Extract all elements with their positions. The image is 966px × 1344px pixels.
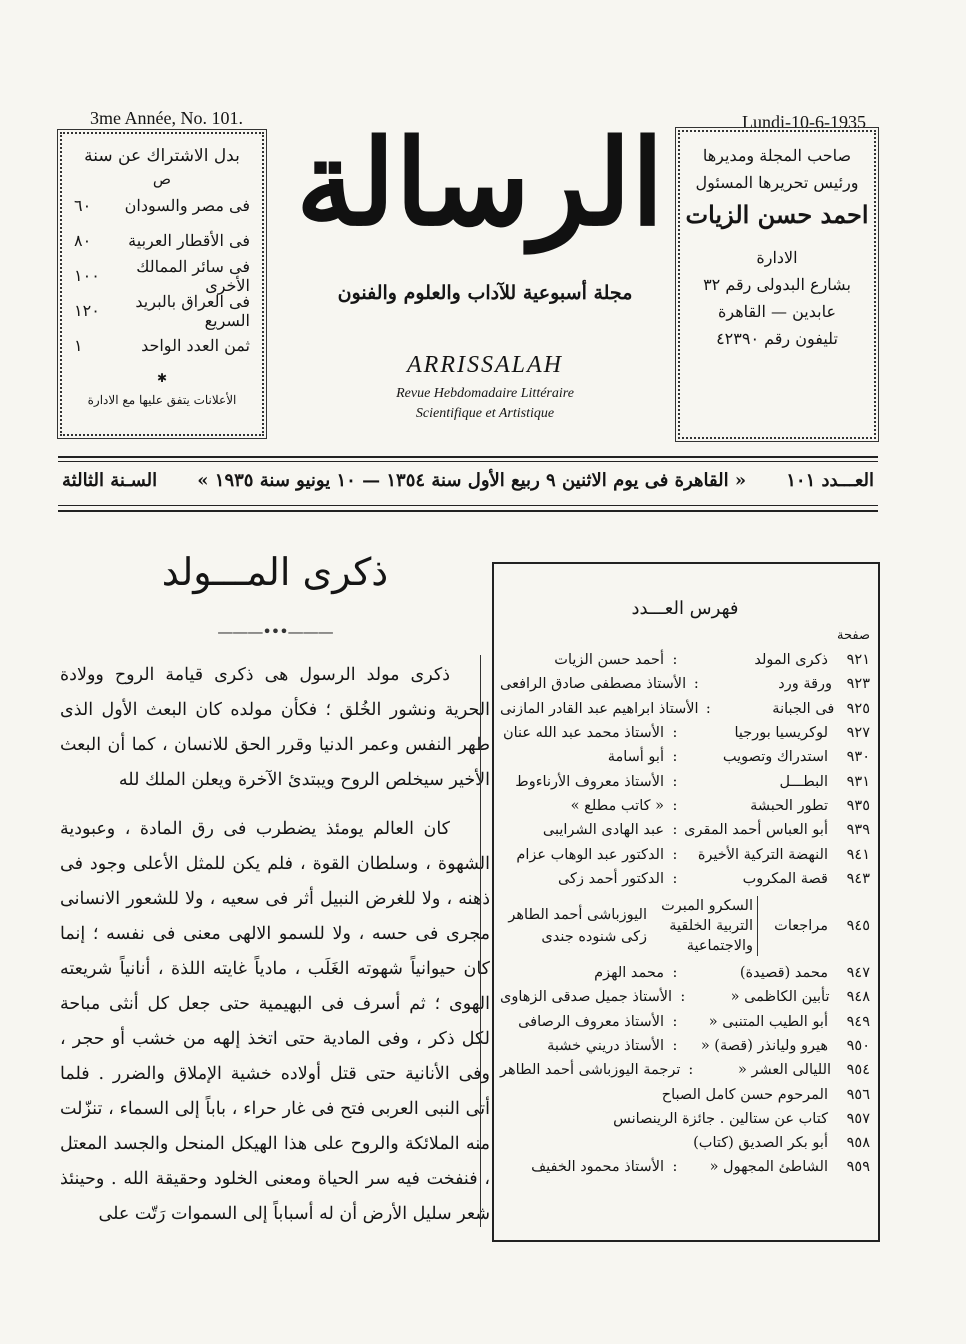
entry-title: استدراك وتصويب [722,749,828,766]
entry-title: أبو بكر الصديق (كتاب) [693,1135,828,1152]
star-ornament-icon: ✱ [156,371,168,385]
entry-page: ٩٤٨ [846,989,870,1006]
phone-line: تليفون رقم ٤٢٣٩٠ [716,329,838,348]
entry-title: تطور الحبشة [750,797,828,814]
contents-list [500,648,870,1180]
entry-author: الأستاذ محمد عبد الله عنان [502,725,664,742]
entry-title: الليالى العشر « [738,1062,832,1079]
contents-entry [500,867,870,891]
review-subject: التربية الخلقية والاجتماعية [669,917,753,954]
contents-entry [500,1082,870,1106]
entry-page: ٩٣٥ [846,797,870,814]
entry-colon: : [672,725,678,742]
contents-entry [500,961,870,985]
subscription-price: ٨٠ [74,231,92,250]
date-band [62,470,874,491]
entry-colon: : [672,965,678,982]
entry-colon: : [672,773,678,790]
district-line: عابدين — القاهرة [717,302,836,321]
contents-title: فهرس العـــدد [631,598,739,619]
ads-note: الأعلانات يتفق عليها مع الادارة [87,393,237,407]
entry-author: الأستاذ جميل صدقى الزهاوى [500,989,673,1006]
review-subjects [653,896,758,956]
subscription-row [62,293,262,328]
entry-page: ٩٥٨ [846,1135,870,1152]
entry-author: الدكتور أحمد زكى [557,870,664,887]
masthead-logo-text: الرسالة [296,113,664,252]
entry-title: أبو الطيب المتنبى « [708,1013,828,1030]
subscription-price: ١ [74,336,83,355]
contents-review-entry [500,891,870,961]
entry-author: الأستاذ معروف الرصافى [518,1013,664,1030]
entry-title: كتاب عن ستالين . جائزة الرينصانس [613,1110,828,1127]
publisher-line: ورئيس تحريرها المسئول [695,173,859,192]
review-author: زكى شنوده جندى [541,928,647,945]
entry-page: ٩٤٩ [846,1013,870,1030]
entry-colon: : [672,1159,678,1176]
contents-entry [500,985,870,1009]
entry-colon: : [672,846,678,863]
band-top-rule-thin [58,461,878,462]
entry-page: ٩٥٠ [846,1038,870,1054]
dateline: « القاهرة فى يوم الاثنين ٩ ربيع الأول سنة ١٣٥٤ — ١٠ يونيو سنة ١٩٣٥ » [197,470,747,491]
address-line: بشارع البدولى رقم ٣٢ [703,275,851,294]
entry-page: ٩٤٣ [846,870,870,887]
entry-page: ٩٢٣ [846,676,870,693]
entry-title: الشاطئ المجهول « [709,1159,828,1176]
entry-author: أبو أسامة [607,749,664,766]
issue-number-fr: 3me Année, No. 101. [90,108,243,128]
entry-colon: : [672,749,678,766]
entry-title: ذكرى المولد [754,652,828,669]
article-paragraph: ذكرى مولد الرسول هى ذكرى قيامة الروح وولادة الحرية ونشور الخُلق ؛ فكأن مولده كان البعث الأول الذى طهر النفس وعمر الدنيا وقرر الحق للانسان ، كما أن البعث الأخير سيخلص الروح ويبتدئ الآخرة ويعلن الملك لله [60,665,490,790]
entry-author: الأستاذ ابراهيم عبد القادر المازنى [499,700,699,717]
entry-author: الأستاذ دريني خشبة [547,1038,664,1054]
entry-author: محمد الهزم [594,965,664,982]
article-title: ذكرى المـــولد [161,550,389,594]
entry-title: مراجعات [774,917,828,934]
masthead-latin-name: ARRISSALAH [407,352,563,378]
masthead-latin-subtitle [340,384,630,424]
subscription-label: فى مصر والسودان [124,196,250,215]
contents-entry [500,1034,870,1058]
contents-entry [500,697,870,721]
entry-page: ٩٢١ [846,652,870,669]
entry-page: ٩٥٤ [846,1062,870,1079]
entry-title: هيرو وليانذر (قصة) « [700,1038,828,1054]
entry-colon: : [693,676,699,693]
subscription-label: فى سائر الممالك الأخرى [136,256,250,295]
entry-title: المرحوم حسن كامل الصباح [661,1086,828,1103]
review-author: اليوزباشى أحمد الطاهر [508,906,647,923]
band-bottom-rule-thin [58,505,878,506]
editor-name: احمد حسن الزيات [685,200,869,229]
contents-entry [500,1058,870,1082]
publisher-line: صاحب المجلة ومديرها [702,146,852,165]
masthead-subtitle: مجلة أسبوعية للآداب والعلوم والفنون [337,282,633,304]
entry-title: قصة المكروب [742,870,828,887]
contents-entry [500,769,870,793]
masthead-logo [290,112,670,272]
entry-author: الأستاذ مصطفى صادق الرافعى [500,676,687,693]
entry-page: ٩٥٧ [846,1110,870,1127]
entry-colon: : [672,822,678,839]
entry-title: تأبين الكاظمى « [730,989,830,1006]
subscription-price: ١٠٠ [74,266,100,285]
entry-author: عبد الهادى الشرايبى [542,822,664,839]
column-rule [480,655,481,1227]
entry-author: الأستاذ معروف الأرناءوط [515,773,664,790]
subscription-label: فى الأقطار العربية [128,231,250,250]
publisher-box [678,130,876,439]
entry-title: محمد (قصيدة) [739,965,828,982]
contents-entry [500,721,870,745]
entry-page: ٩٥٩ [846,1159,870,1176]
subscription-row [62,258,262,293]
article-paragraph: كان العالم يومئذ يضطرب فى رق المادة ، وعبودية الشهوة ، وسلطان القوة ، فلم يكن للمثل الأعلى وجود فى ذهنه ، ولا للغرض النبيل أثر فى سعيه ، ولا للشعور الانسانى مجرى فى حسه ، ولا للسمو الالهى معنى فى نفسه ؛ إنما كان حيوانياً شهوته الغَلَب ، مادياً غايته اللذة ، أنانياً شريعته الهوى ؛ ثم أسرف فى البهيمية حتى جعل كل أنثى مباحة لكل ذكر ، وفى المادية حتى اتخذ إلهه من خشب أو حجر ، وفى الأنانية حتى قتل أولاده خشية الإملاق والضرر . فلما أتى النبى العربى فتح فى غار حراء ، باباً إلى السماء ، تنزّلت منه الملائكة والروح على هذا الهيكل المنحل والجسد المعتل ، فنفخت فيه سر الحياة ومعنى الخلود وحقيقة الله . وحينئذ شعر سليل الأرض أن له أسباباً إلى السموات رَتّت على [60,819,490,1224]
entry-title: لوكريسيا بورجيا [734,725,828,742]
entry-page: ٩٤٧ [846,965,870,982]
entry-page: ٩٤٥ [846,917,870,934]
subscription-row [62,188,262,223]
currency-label: ص [152,170,172,188]
entry-page: ٩٣٠ [846,749,870,766]
entry-page: ٩٢٧ [846,725,870,742]
contents-entry [500,672,870,696]
entry-colon: : [672,870,678,887]
subscription-price: ١٢٠ [74,301,100,320]
entry-page: ٩٥٦ [846,1086,870,1103]
entry-colon: : [680,989,686,1006]
entry-title: فى الجبانة [772,700,835,717]
latin-subtitle-line: Revue Hebdomadaire Littéraire [396,386,574,401]
contents-entry [500,794,870,818]
subscription-label: فى العراق بالبريد السريع [135,291,250,330]
admin-label: الادارة [756,248,798,267]
entry-colon: : [672,797,678,814]
review-subject: السكرو المبرت [661,897,753,914]
subscription-row [62,328,262,363]
entry-title: أبو العباس أحمد المقرى [684,822,828,839]
entry-author: أحمد حسن الزيات [554,652,664,669]
contents-entry [500,842,870,866]
entry-colon: : [705,700,711,717]
issue-number-ar: العـــدد ١٠١ [786,470,874,491]
subscription-title: بدل الاشتراك عن سنة [84,146,240,166]
subscription-price: ٦٠ [74,196,92,215]
article-body [60,658,490,1246]
entry-title: ورقة ورد [778,676,833,693]
contents-entry [500,1107,870,1131]
subscription-box [60,132,264,436]
entry-title: النهضة التركية الأخيرة [697,846,828,863]
contents-entry [500,1155,870,1179]
entry-colon: : [672,1013,678,1030]
entry-title: البطـــل [779,773,828,790]
entry-colon: : [688,1062,694,1079]
year-label: السـنة الثالثة [62,470,158,491]
entry-page: ٩٤١ [846,846,870,863]
subscription-label: ثمن العدد الواحد [141,336,250,355]
entry-author: « كاتب مطلع » [570,797,664,814]
band-top-rule [58,456,878,458]
entry-author: ترجمة اليوزباشى أحمد الطاهر [500,1062,681,1079]
issue-date-fr: Lundi-10-6-1935 [742,112,866,132]
band-bottom-rule [58,510,878,512]
entry-page: ٩٣٩ [846,822,870,839]
contents-entry [500,1010,870,1034]
entry-author: الأستاذ محمود الخفيف [531,1159,664,1176]
ornament-divider: ———•••——— [217,622,333,641]
review-authors [500,904,653,948]
entry-author: الدكتور عبد الوهاب عزام [516,846,664,863]
entry-page: ٩٢٥ [846,700,870,717]
entry-page: ٩٣١ [846,773,870,790]
contents-entry [500,648,870,672]
contents-entry [500,1131,870,1155]
subscription-row [62,223,262,258]
latin-subtitle-line: Scientifique et Artistique [415,406,555,421]
entry-colon: : [672,652,678,669]
entry-colon: : [672,1038,678,1054]
contents-entry [500,745,870,769]
contents-entry [500,818,870,842]
contents-page-header: صفحة [837,628,870,643]
